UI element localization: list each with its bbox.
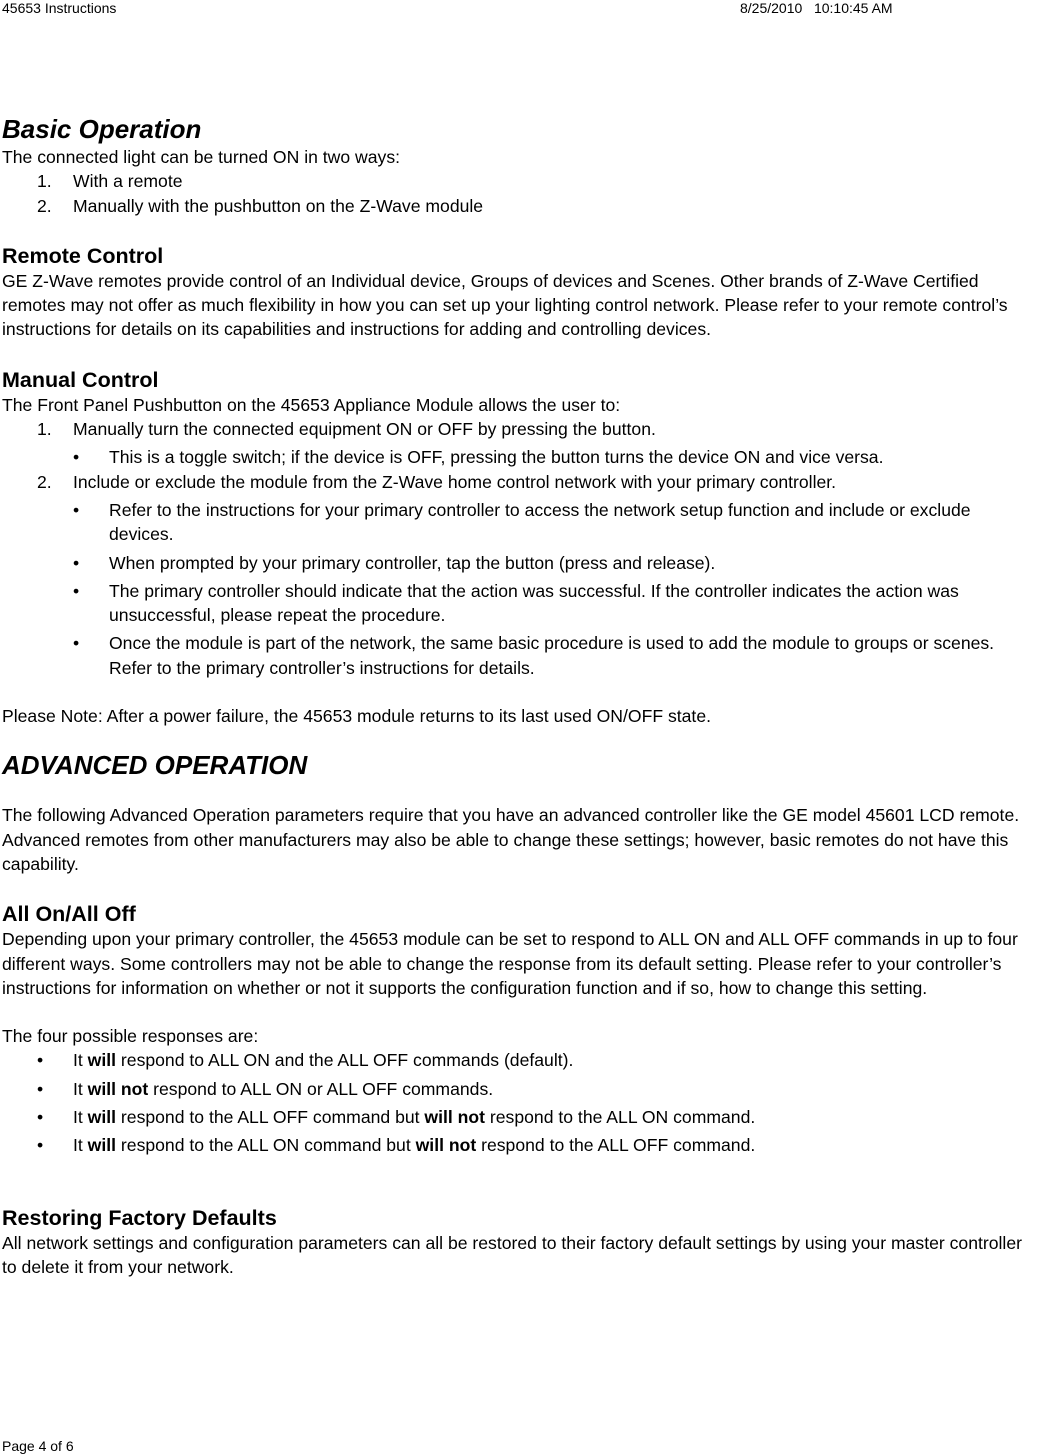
advanced-body: The following Advanced Operation parameters require that you have an advanced controller like the GE model 45601 LCD remote. Advanced remotes from other manufacturers may also be able to change these settings; however, basic remotes do not have this capability. (2, 805, 1020, 874)
basic-intro: The connected light can be turned ON in two ways: (2, 147, 401, 167)
heading-remote-control: Remote Control (2, 243, 164, 268)
bullet-text: It will respond to the ALL ON command but will not respond to the ALL OFF command. (73, 1135, 756, 1156)
bullet-text: Once the module is part of the network, the same basic procedure is used to add the module to groups or scenes. Refer to the primary controller’s instructions for details. (109, 633, 995, 678)
heading-manual-control: Manual Control (2, 367, 159, 392)
bullet-item (2, 1133, 1036, 1157)
bullet-icon: • (73, 499, 80, 520)
remote-body: GE Z-Wave remotes provide control of an Individual device, Groups of devices and Scenes. Other brands of Z-Wave Certified remotes may not offer as much flexibility in how you can set up your lighting control network. Please refer to your remote control’s instructions for details on its capabilities and instructions for adding and controlling devices. (2, 270, 1008, 340)
bullet-text: Refer to the instructions for your primary controller to access the network setup function and include or exclude devices. (109, 499, 971, 545)
bullet-item (2, 631, 1036, 680)
bullet-icon: • (73, 633, 80, 654)
list-item (2, 470, 1036, 494)
list-text: Include or exclude the module from the Z-Wave home control network with your primary controller. (73, 471, 837, 492)
list-number: 2. (37, 195, 52, 216)
bullet-text: It will not respond to ALL ON or ALL OFF commands. (73, 1078, 494, 1099)
list-item (2, 417, 1036, 441)
bullet-text: When prompted by your primary controller, tap the button (press and release). (109, 552, 716, 573)
list-item (2, 169, 1036, 193)
bullet-text: The primary controller should indicate that the action was successful. If the controller indicates the action was unsuccessful, please repeat the procedure. (109, 580, 959, 626)
doc-header-timestamp: 8/25/2010 10:10:45 AM (740, 0, 893, 16)
bullet-text: It will respond to the ALL OFF command but will not respond to the ALL ON command. (73, 1107, 756, 1128)
bullet-text: It will respond to ALL ON and the ALL OFF commands (default). (73, 1050, 574, 1071)
page-content (2, 114, 1036, 1279)
bullet-item (2, 1077, 1036, 1101)
restore-body: All network settings and configuration parameters can all be restored to their factory default settings by using your master controller to delete it from your network. (2, 1232, 1022, 1277)
bullet-item (2, 1048, 1036, 1072)
bullet-item (2, 1105, 1036, 1129)
allonoff-body: Depending upon your primary controller, the 45653 module can be set to respond to ALL ON and ALL OFF commands in up to four different ways. Some controllers may not be able to change the response from its default setting. Please refer to your controller’s instructions for information on whether or not it supports the configuration function and if so, how to change this setting. (2, 929, 1018, 998)
heading-all-on-all-off: All On/All Off (2, 902, 136, 927)
heading-advanced-operation: ADVANCED OPERATION (2, 750, 308, 781)
list-text: Manually turn the connected equipment ON or OFF by pressing the button. (73, 419, 656, 440)
list-item (2, 194, 1036, 218)
page-number: Page 4 of 6 (2, 1438, 74, 1454)
power-failure-note: Please Note: After a power failure, the 45653 module returns to its last used ON/OFF state. (2, 706, 711, 727)
list-number: 1. (37, 171, 52, 192)
bullet-item (2, 445, 1036, 469)
bullet-icon: • (73, 552, 80, 573)
bullet-icon: • (37, 1107, 44, 1128)
bullet-item (2, 579, 1036, 628)
bullet-item (2, 498, 1036, 547)
bullet-icon: • (37, 1135, 44, 1156)
bullet-icon: • (37, 1078, 44, 1099)
heading-restoring-defaults: Restoring Factory Defaults (2, 1205, 277, 1230)
manual-intro: The Front Panel Pushbutton on the 45653 Appliance Module allows the user to: (2, 394, 621, 415)
responses-intro: The four possible responses are: (2, 1026, 259, 1047)
list-text: Manually with the pushbutton on the Z-Wave module (73, 195, 484, 216)
heading-basic-operation: Basic Operation (2, 114, 202, 144)
list-number: 2. (37, 471, 52, 492)
bullet-icon: • (37, 1050, 44, 1071)
bullet-icon: • (73, 447, 80, 468)
bullet-item (2, 551, 1036, 575)
list-text: With a remote (73, 171, 183, 192)
bullet-icon: • (73, 580, 80, 601)
bullet-text: This is a toggle switch; if the device is OFF, pressing the button turns the device ON and vice versa. (109, 447, 884, 468)
doc-header-title: 45653 Instructions (2, 0, 117, 16)
list-number: 1. (37, 419, 52, 440)
